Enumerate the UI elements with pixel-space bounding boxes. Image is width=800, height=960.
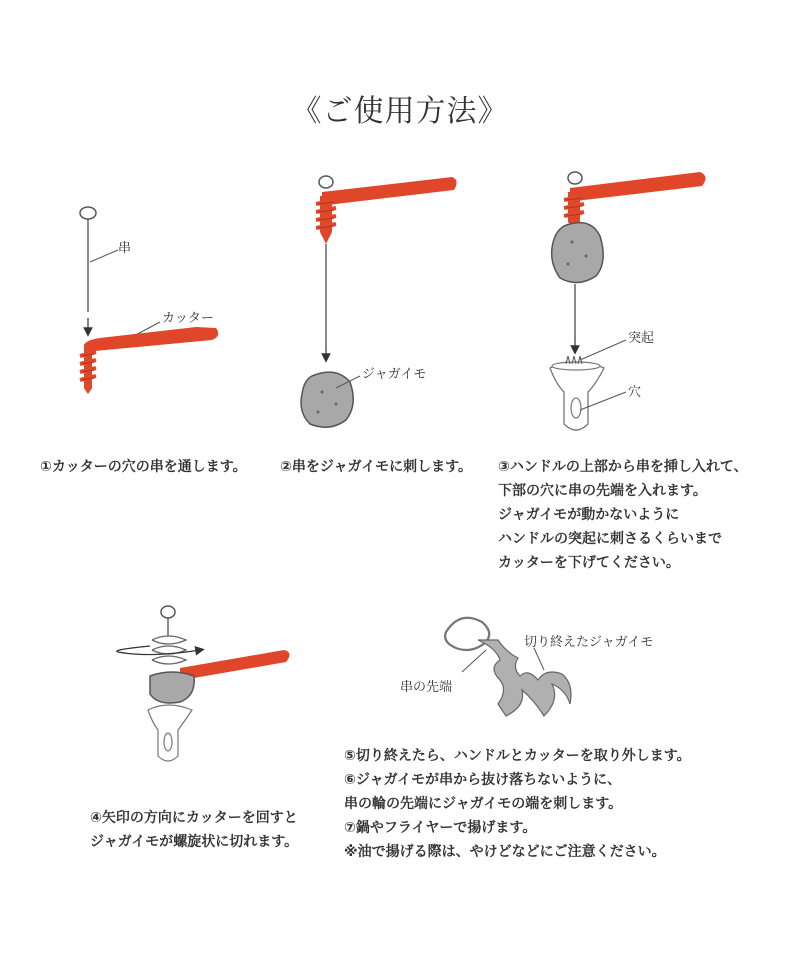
label-potato: ジャガイモ [362, 367, 427, 382]
label-skewer: 串 [118, 241, 132, 256]
label-cut-potato: 切り終えたジャガイモ [524, 635, 654, 650]
step1-illustration [80, 207, 218, 394]
potato-icon [552, 223, 604, 283]
step-7-line: ⑦鍋やフライヤーで揚げます。 [344, 820, 537, 836]
cutter-icon [316, 177, 457, 244]
step-4-line-1: ④矢印の方向にカッターを回すと [90, 810, 298, 826]
step-4-line-2: ジャガイモが螺旋状に切れます。 [90, 834, 299, 850]
cutter-icon [80, 327, 218, 394]
potato-icon [150, 672, 194, 703]
step-3-line-4: ハンドルの突起に刺さるくらいまで [498, 531, 722, 547]
page-title: 《ご使用方法》 [291, 94, 509, 129]
step-6-line-2: 串の輪の先端にジャガイモの端を刺します。 [344, 796, 623, 812]
cutter-icon [564, 172, 706, 230]
caution-line: ※油で揚げる際は、やけどなどにご注意ください。 [344, 844, 666, 860]
skewer-ring-icon [568, 172, 582, 184]
spiral-cut-icon [152, 636, 186, 664]
cutter-icon [180, 650, 290, 679]
skewer-loop-icon [445, 618, 489, 650]
skewer-ring-icon [161, 606, 175, 618]
cut-potato-spiral-icon [478, 640, 571, 716]
label-skewer-tip: 串の先端 [400, 680, 453, 695]
step-5-line-1: ⑤切り終えたら、ハンドルとカッターを取り外します。 [344, 748, 691, 764]
step-3-text [498, 455, 748, 575]
skewer-ring-icon [80, 207, 96, 219]
potato-icon [301, 372, 353, 427]
step-2-line: ②串をジャガイモに刺します。 [280, 459, 473, 475]
handle-icon [550, 356, 604, 430]
label-protrusion: 突起 [628, 331, 655, 346]
step-3-line-2: 下部の穴に串の先端を入れます。 [498, 483, 707, 499]
step2-illustration [301, 176, 457, 427]
step-5-text [344, 744, 691, 864]
skewer-ring-icon [319, 176, 333, 188]
step-3-line-5: カッターを下げてください。 [498, 555, 680, 571]
step4-illustration [117, 606, 290, 761]
step-1-line: ①カッターの穴の串を通します。 [40, 459, 247, 475]
step-3-line-1: ③ハンドルの上部から串を挿し入れて、 [498, 459, 748, 475]
step-2-text [280, 455, 472, 479]
label-hole: 穴 [628, 385, 642, 400]
step-3-line-3: ジャガイモが動かないように [498, 507, 680, 523]
label-cutter: カッター [162, 311, 214, 326]
step-6-line-1: ⑥ジャガイモが串から抜け落ちないように、 [344, 772, 622, 788]
handle-icon [148, 705, 192, 761]
step-1-text [40, 455, 247, 479]
step-4-text [90, 806, 298, 854]
